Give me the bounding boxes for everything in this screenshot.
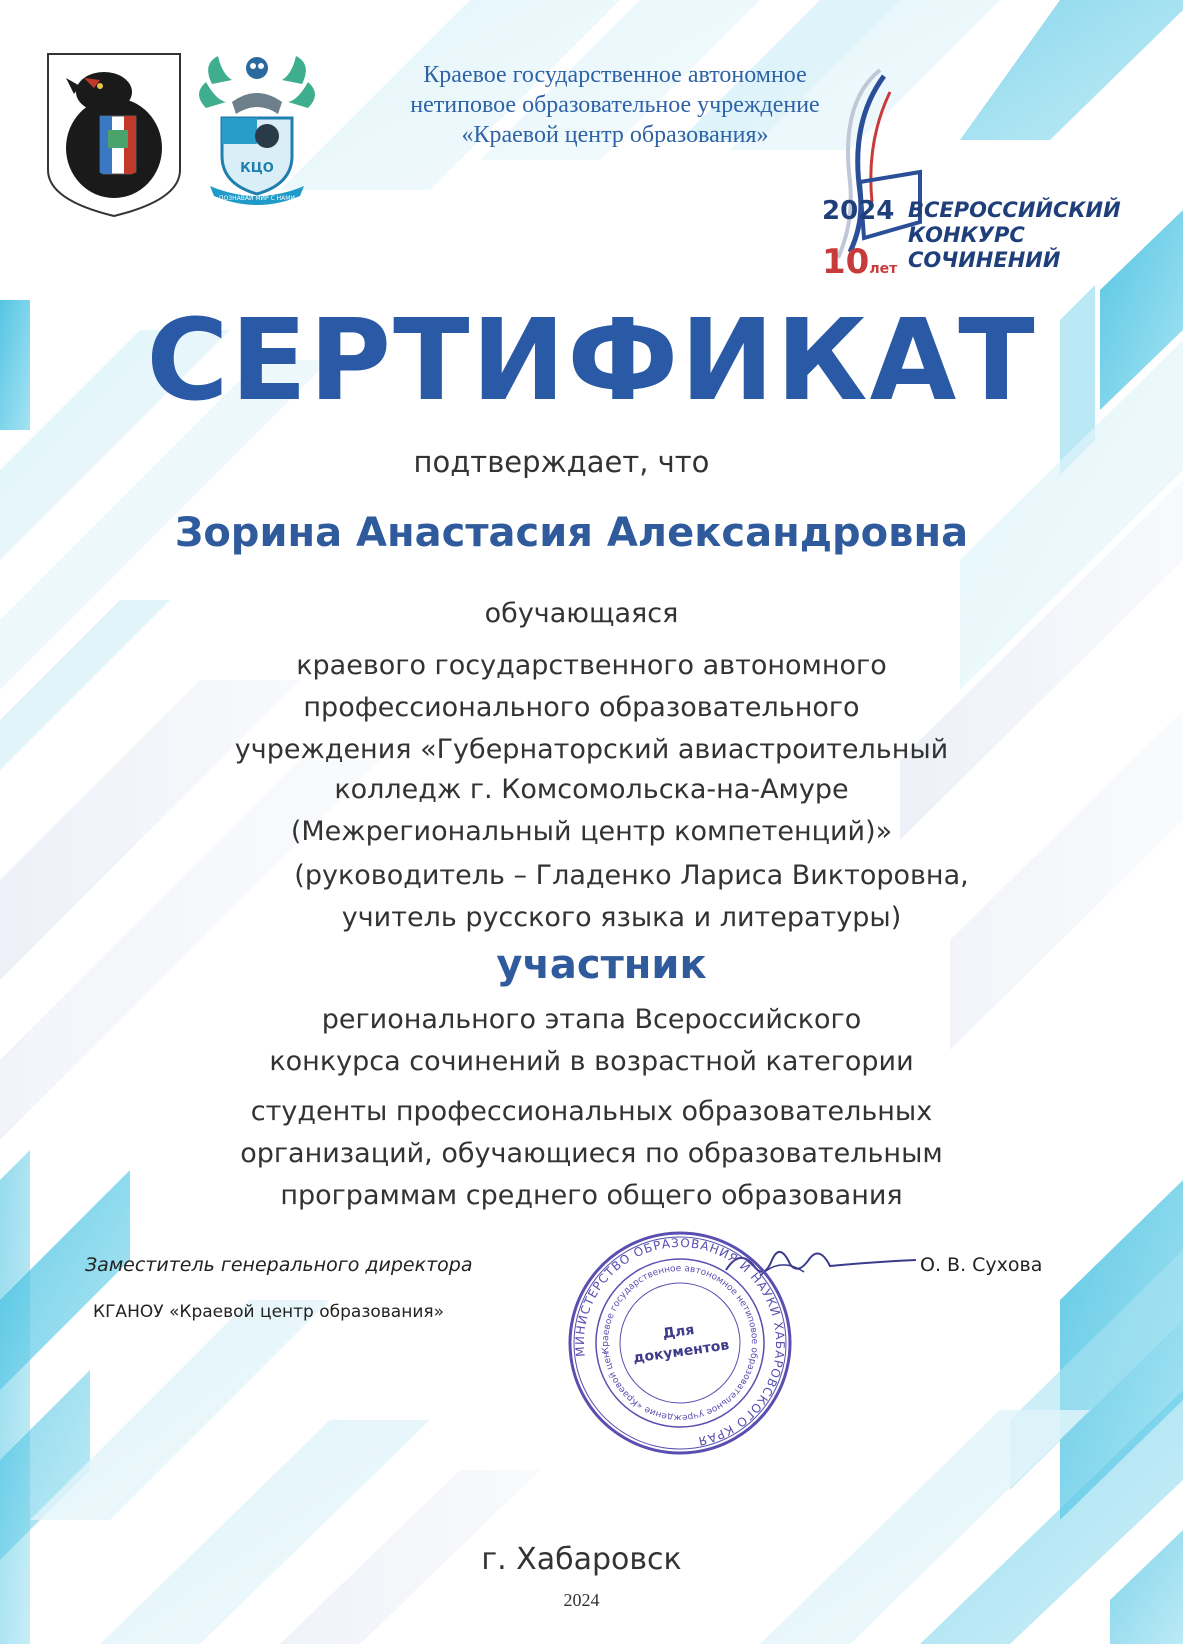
recipient-name: Зорина Анастасия Александровна — [174, 510, 969, 556]
kco-emblem-label: КЦО — [240, 161, 274, 176]
khabarovsk-coat-of-arms-icon — [44, 50, 184, 220]
org-line-2: нетиповое образовательное учреждение — [410, 92, 820, 118]
certificate-title: СЕРТИФИКАТ — [146, 296, 1037, 426]
organization-header — [355, 60, 875, 150]
signatory-organization: КГАНОУ «Краевой центр образования» — [93, 1302, 445, 1322]
contest-name-line-1: ВСЕРОССИЙСКИЙ — [908, 198, 1121, 222]
stamp-center-line-2: документов — [632, 1337, 731, 1367]
confirms-text: подтверждает, что — [413, 445, 710, 479]
category-line-3: программам среднего общего образования — [280, 1180, 903, 1211]
kco-ribbon-text: ПОЗНАВАЙ МИР С НАМИ — [219, 195, 295, 202]
contest-year: 2024 — [822, 196, 895, 226]
contest-logo — [820, 62, 1120, 292]
institution-line-3: учреждения «Губернаторский авиастроительный — [234, 734, 949, 765]
signatory-name: О. В. Сухова — [920, 1254, 1043, 1276]
signatory-title: Заместитель генерального директора — [85, 1254, 473, 1276]
institution-line-4: колледж г. Комсомольска-на-Амуре — [334, 774, 849, 805]
contest-anniversary-suffix: лет — [869, 261, 898, 277]
contest-name-line-3: СОЧИНЕНИЙ — [908, 248, 1061, 272]
supervisor-line-2: учитель русского языка и литературы) — [341, 902, 902, 933]
footer-year: 2024 — [563, 1590, 600, 1610]
recipient-role: обучающаяся — [484, 598, 679, 629]
institution-line-1: краевого государственного автономного — [296, 650, 887, 681]
contest-name — [908, 198, 1121, 273]
org-line-3: «Краевой центр образования» — [461, 122, 769, 148]
institution-line-2: профессионального образовательного — [303, 692, 860, 723]
stamp-inner-ring-text: Краевое государственное автономное нетиповое образовательное учреждение «Краевой центр — [600, 1263, 760, 1423]
contest-anniversary — [822, 242, 897, 282]
official-stamp — [565, 1228, 795, 1458]
category-line-2: организаций, обучающиеся по образовательным — [240, 1138, 943, 1169]
stamp-outer-ring-text: МИНИСТЕРСТВО ОБРАЗОВАНИЯ И НАУКИ ХАБАРОВСКОГО КРАЯ — [572, 1235, 788, 1449]
stage-line-2: конкурса сочинений в возрастной категории — [269, 1046, 914, 1077]
footer-city: г. Хабаровск — [481, 1542, 682, 1577]
stamp-center-line-1: Для — [661, 1321, 696, 1343]
supervisor-line-1: (руководитель – Гладенко Лариса Викторовна, — [294, 860, 969, 891]
org-line-1: Краевое государственное автономное — [423, 62, 807, 88]
stage-line-1: регионального этапа Всероссийского — [321, 1004, 862, 1035]
category-line-1: студенты профессиональных образовательных — [250, 1096, 933, 1127]
participant-status: участник — [496, 942, 707, 988]
contest-name-line-2: КОНКУРС — [908, 223, 1025, 247]
contest-anniversary-number: 10 — [822, 242, 870, 282]
institution-line-5: (Межрегиональный центр компетенций)» — [290, 816, 893, 847]
kco-emblem-icon — [192, 44, 322, 209]
